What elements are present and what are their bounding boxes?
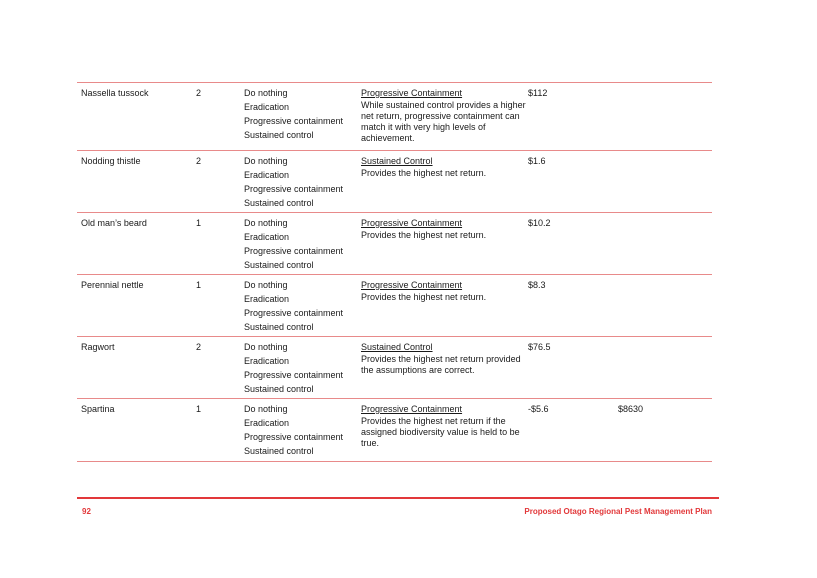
net-return-value: $10.2	[528, 218, 551, 228]
options-list	[244, 156, 354, 212]
option-item: Eradication	[244, 418, 290, 428]
pest-number: 1	[196, 218, 202, 228]
pest-name: Perennial nettle	[81, 280, 144, 290]
recommendation	[361, 342, 526, 376]
pest-number: 2	[196, 88, 202, 98]
table-row	[77, 151, 712, 213]
recommendation-title: Progressive Containment	[361, 280, 463, 290]
option-item: Progressive containment	[244, 184, 344, 194]
option-item: Eradication	[244, 102, 290, 112]
options-list	[244, 404, 354, 460]
option-item: Eradication	[244, 356, 290, 366]
pest-number: 2	[196, 342, 202, 352]
recommendation-reason: Provides the highest net return if the assigned biodiversity value is held to be true.	[361, 416, 520, 448]
option-item: Do nothing	[244, 280, 288, 290]
pest-name: Nodding thistle	[81, 156, 141, 166]
net-return-value: $76.5	[528, 342, 551, 352]
table-row	[77, 275, 712, 337]
net-return-value: $1.6	[528, 156, 546, 166]
table-row	[77, 213, 712, 275]
net-return-value: $112	[528, 88, 548, 98]
option-item: Do nothing	[244, 218, 288, 228]
recommendation	[361, 280, 526, 303]
option-item: Progressive containment	[244, 308, 344, 318]
option-item: Do nothing	[244, 88, 288, 98]
net-return-value: -$5.6	[528, 404, 549, 414]
option-item: Eradication	[244, 294, 290, 304]
options-list	[244, 342, 354, 398]
option-item: Sustained control	[244, 260, 314, 270]
option-item: Do nothing	[244, 156, 288, 166]
pest-name: Spartina	[81, 404, 115, 414]
option-item: Sustained control	[244, 384, 314, 394]
net-return-value: $8.3	[528, 280, 546, 290]
options-list	[244, 218, 354, 274]
recommendation-reason: Provides the highest net return provided the assumptions are correct.	[361, 354, 521, 375]
recommendation-reason: While sustained control provides a higher net return, progressive containment can match it with very high levels of achievement.	[361, 100, 526, 143]
table-row	[77, 337, 712, 399]
secondary-value: $8630	[618, 404, 644, 414]
recommendation-title: Sustained Control	[361, 156, 433, 166]
pest-number: 1	[196, 280, 202, 290]
recommendation-reason: Provides the highest net return.	[361, 292, 487, 302]
option-item: Sustained control	[244, 322, 314, 332]
recommendation	[361, 218, 526, 241]
footer-divider	[77, 497, 719, 499]
recommendation-title: Progressive Containment	[361, 218, 463, 228]
recommendation-title: Sustained Control	[361, 342, 433, 352]
recommendation-reason: Provides the highest net return.	[361, 168, 487, 178]
pest-name: Nassella tussock	[81, 88, 149, 98]
option-item: Sustained control	[244, 198, 314, 208]
recommendation-title: Progressive Containment	[361, 88, 463, 98]
pest-options-table	[77, 82, 712, 462]
page-number: 92	[82, 507, 91, 516]
option-item: Sustained control	[244, 130, 314, 140]
table-row	[77, 399, 712, 462]
pest-number: 1	[196, 404, 202, 414]
recommendation	[361, 156, 526, 179]
recommendation	[361, 404, 526, 449]
pest-number: 2	[196, 156, 202, 166]
recommendation-reason: Provides the highest net return.	[361, 230, 487, 240]
pest-name: Old man’s beard	[81, 218, 147, 228]
recommendation	[361, 88, 526, 144]
options-list	[244, 88, 354, 144]
option-item: Do nothing	[244, 404, 288, 414]
option-item: Progressive containment	[244, 432, 344, 442]
recommendation-title: Progressive Containment	[361, 404, 463, 414]
option-item: Progressive containment	[244, 370, 344, 380]
document-title: Proposed Otago Regional Pest Management Plan	[524, 507, 712, 516]
table-row	[77, 83, 712, 151]
option-item: Progressive containment	[244, 246, 344, 256]
option-item: Eradication	[244, 170, 290, 180]
option-item: Sustained control	[244, 446, 314, 456]
option-item: Eradication	[244, 232, 290, 242]
option-item: Do nothing	[244, 342, 288, 352]
option-item: Progressive containment	[244, 116, 344, 126]
pest-name: Ragwort	[81, 342, 115, 352]
options-list	[244, 280, 354, 336]
